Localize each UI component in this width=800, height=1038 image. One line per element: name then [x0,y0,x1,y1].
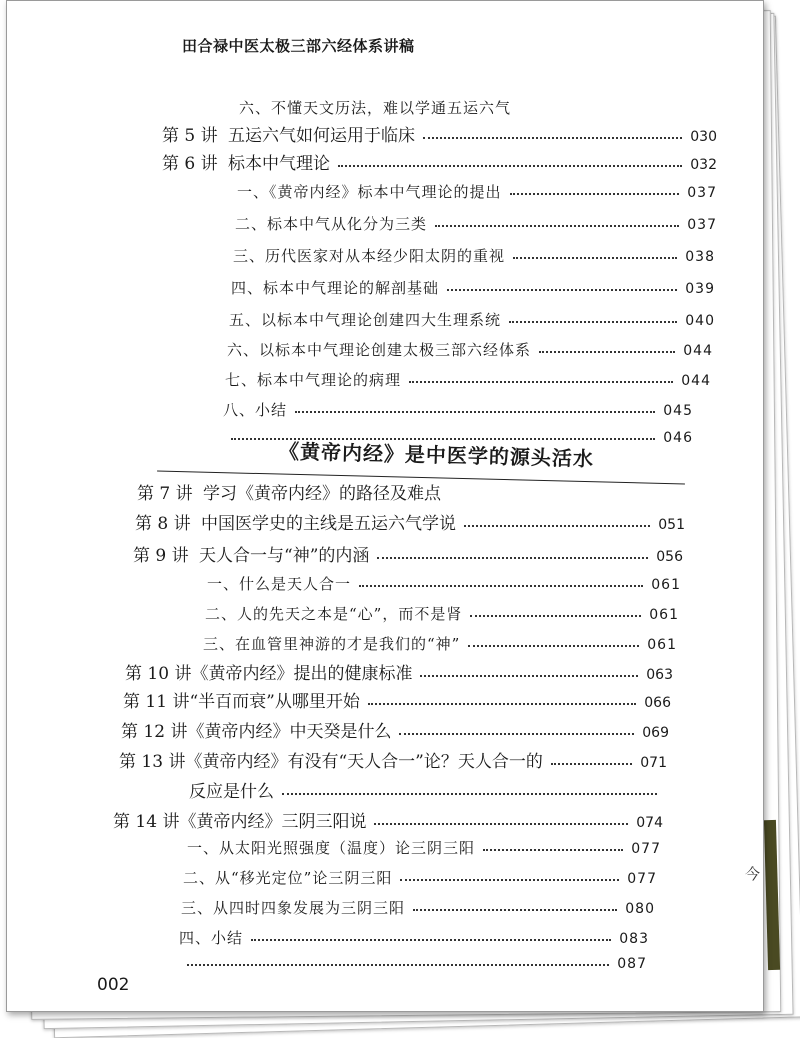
toc-entry [227,339,713,360]
toc-entry [179,955,647,972]
toc-entry [135,509,685,534]
toc-entry-page: 044 [681,373,711,389]
toc-entry [239,97,529,118]
toc-entry [133,541,683,566]
toc-entry-title: 六、不懂天文历法，难以学通五运六气 [239,99,512,117]
toc-entry-page: 044 [683,343,713,359]
toc-entry-title: 三、从四时四象发展为三阴三阳 [181,899,406,917]
toc-entry-title: 五、以标本中气理论创建四大生理系统 [229,311,502,329]
lecture-number: 第 10 讲 [125,664,192,684]
toc-page [6,0,764,1012]
toc-entry [162,149,717,174]
toc-entry [237,181,717,202]
lecture-number: 第 12 讲 [121,722,188,742]
toc-entry [181,897,655,918]
lecture-number: 第 6 讲 [162,154,218,174]
toc-entry [125,659,673,684]
toc-entry-page: 074 [636,815,663,831]
toc-entry-page: 037 [687,185,717,201]
toc-entry-page: 037 [687,217,717,233]
lecture-number: 第 9 讲 [133,546,189,566]
dot-leader [295,401,655,414]
toc-entry [207,573,681,594]
toc-entry-page: 077 [627,871,657,887]
toc-entry [123,687,671,712]
toc-entry-title: 《黄帝内经》中天癸是什么 [187,722,392,742]
toc-entry-title: 八、小结 [223,401,288,419]
toc-entry-page: 038 [685,249,715,265]
toc-entry [205,603,679,624]
toc-entry-page: 045 [663,403,693,419]
dot-leader [551,751,632,765]
dot-leader [447,279,677,292]
toc-entry [203,633,677,654]
toc-entry-title: 三、历代医家对从本经少阳太阴的重视 [233,247,506,265]
dot-leader [464,513,650,527]
toc-entry-page: 046 [663,429,693,446]
lecture-number: 第 13 讲 [119,752,186,772]
toc-entry-page: 066 [644,695,671,711]
toc-entry-title: 学习《黄帝内经》的路径及难点 [203,484,441,504]
page-number: 002 [97,975,130,995]
toc-entry [137,479,557,504]
toc-entry-page: 040 [685,313,715,329]
toc-entry-page: 077 [631,841,661,857]
toc-entry [225,369,711,390]
dot-leader [513,247,677,260]
toc-entry-title: 二、人的先天之本是“心”，而不是肾 [205,605,463,623]
lecture-number: 第 5 讲 [162,126,218,146]
lecture-number: 第 8 讲 [135,514,191,534]
toc-entry-title: 中国医学史的主线是五运六气学说 [201,514,456,534]
toc-entry-page: 032 [690,157,717,173]
lecture-number: 第 7 讲 [137,484,193,504]
dot-leader [413,899,617,912]
toc-entry-title: 六、以标本中气理论创建太极三部六经体系 [227,341,532,359]
toc-entry-title: 一、什么是天人合一 [207,575,352,593]
toc-entry [189,777,665,802]
toc-entry-title: 天人合一与“神”的内涵 [199,546,370,566]
toc-entry-title: 一、从太阳光照强度（温度）论三阴三阳 [187,839,476,857]
toc-entry-page: 061 [651,577,681,593]
toc-entry-page: 056 [656,549,683,565]
dot-leader [400,869,619,882]
dot-leader [539,341,675,354]
section-title: 《黄帝内经》是中医学的源头活水 [278,439,595,471]
toc-entry-title: 一、《黄帝内经》标本中气理论的提出 [237,183,502,201]
dot-leader [187,953,609,966]
toc-entry-page: 030 [690,129,717,145]
dot-leader [359,575,643,588]
toc-entry-title: 二、标本中气从化分为三类 [235,215,428,233]
toc-entry-page: 061 [647,637,677,653]
dot-leader [468,635,639,648]
toc-entry-title: 《黄帝内经》有没有“天人合一”论？天人合一的 [185,752,543,772]
dot-leader [374,811,628,825]
toc-entry-title: 二、从“移光定位”论三阴三阳 [183,869,393,887]
toc-entry-page: 083 [619,931,649,947]
dot-leader [399,721,634,735]
toc-entry [121,717,669,742]
toc-entry [231,277,715,298]
toc-entry-title: 四、小结 [179,929,244,947]
toc-entry-title: 七、标本中气理论的病理 [225,371,402,389]
dot-leader [483,839,623,852]
toc-entry-page: 039 [685,281,715,297]
toc-entry [113,807,663,832]
dot-leader [510,183,680,196]
edge-glyph: 今 [745,865,761,883]
table-of-contents [7,1,763,1011]
dot-leader [251,929,611,942]
dot-leader [509,311,677,324]
toc-entry-title: 标本中气理论 [228,154,330,174]
toc-entry [183,867,657,888]
toc-entry-page: 080 [625,901,655,917]
toc-entry [162,121,717,146]
toc-entry-page: 061 [649,607,679,623]
toc-entry-title: 五运六气如何运用于临床 [228,126,415,146]
dot-leader [368,691,636,705]
toc-entry-page: 063 [646,667,673,683]
toc-entry [223,399,693,420]
dot-leader [435,215,679,228]
toc-entry-title: 四、标本中气理论的解剖基础 [231,279,440,297]
running-header: 田合禄中医太极三部六经体系讲稿 [182,37,415,55]
toc-entry [233,245,715,266]
toc-entry [179,927,649,948]
toc-entry-title: “半百而衰”从哪里开始 [189,692,360,712]
dot-leader [282,781,657,795]
toc-entry-page: 087 [617,955,647,972]
dot-leader [470,605,641,618]
lecture-number: 第 11 讲 [123,692,190,712]
dot-leader [420,663,638,677]
toc-entry [187,837,661,858]
toc-entry-title: 反应是什么 [189,782,274,802]
toc-entry-title: 三、在血管里神游的才是我们的“神” [203,635,461,653]
toc-entry-page: 051 [658,517,685,533]
dot-leader [409,371,673,384]
toc-entry [229,309,715,330]
dot-leader [338,153,682,167]
toc-entry-title: 《黄帝内经》三阴三阳说 [179,812,367,832]
toc-entry-page: 071 [640,755,667,771]
toc-entry-page: 069 [642,725,669,741]
toc-entry [119,747,667,772]
toc-entry-title: 《黄帝内经》提出的健康标准 [191,664,413,684]
toc-entry [235,213,717,234]
lecture-number: 第 14 讲 [113,812,180,832]
dot-leader [423,125,682,139]
dot-leader [377,545,648,559]
